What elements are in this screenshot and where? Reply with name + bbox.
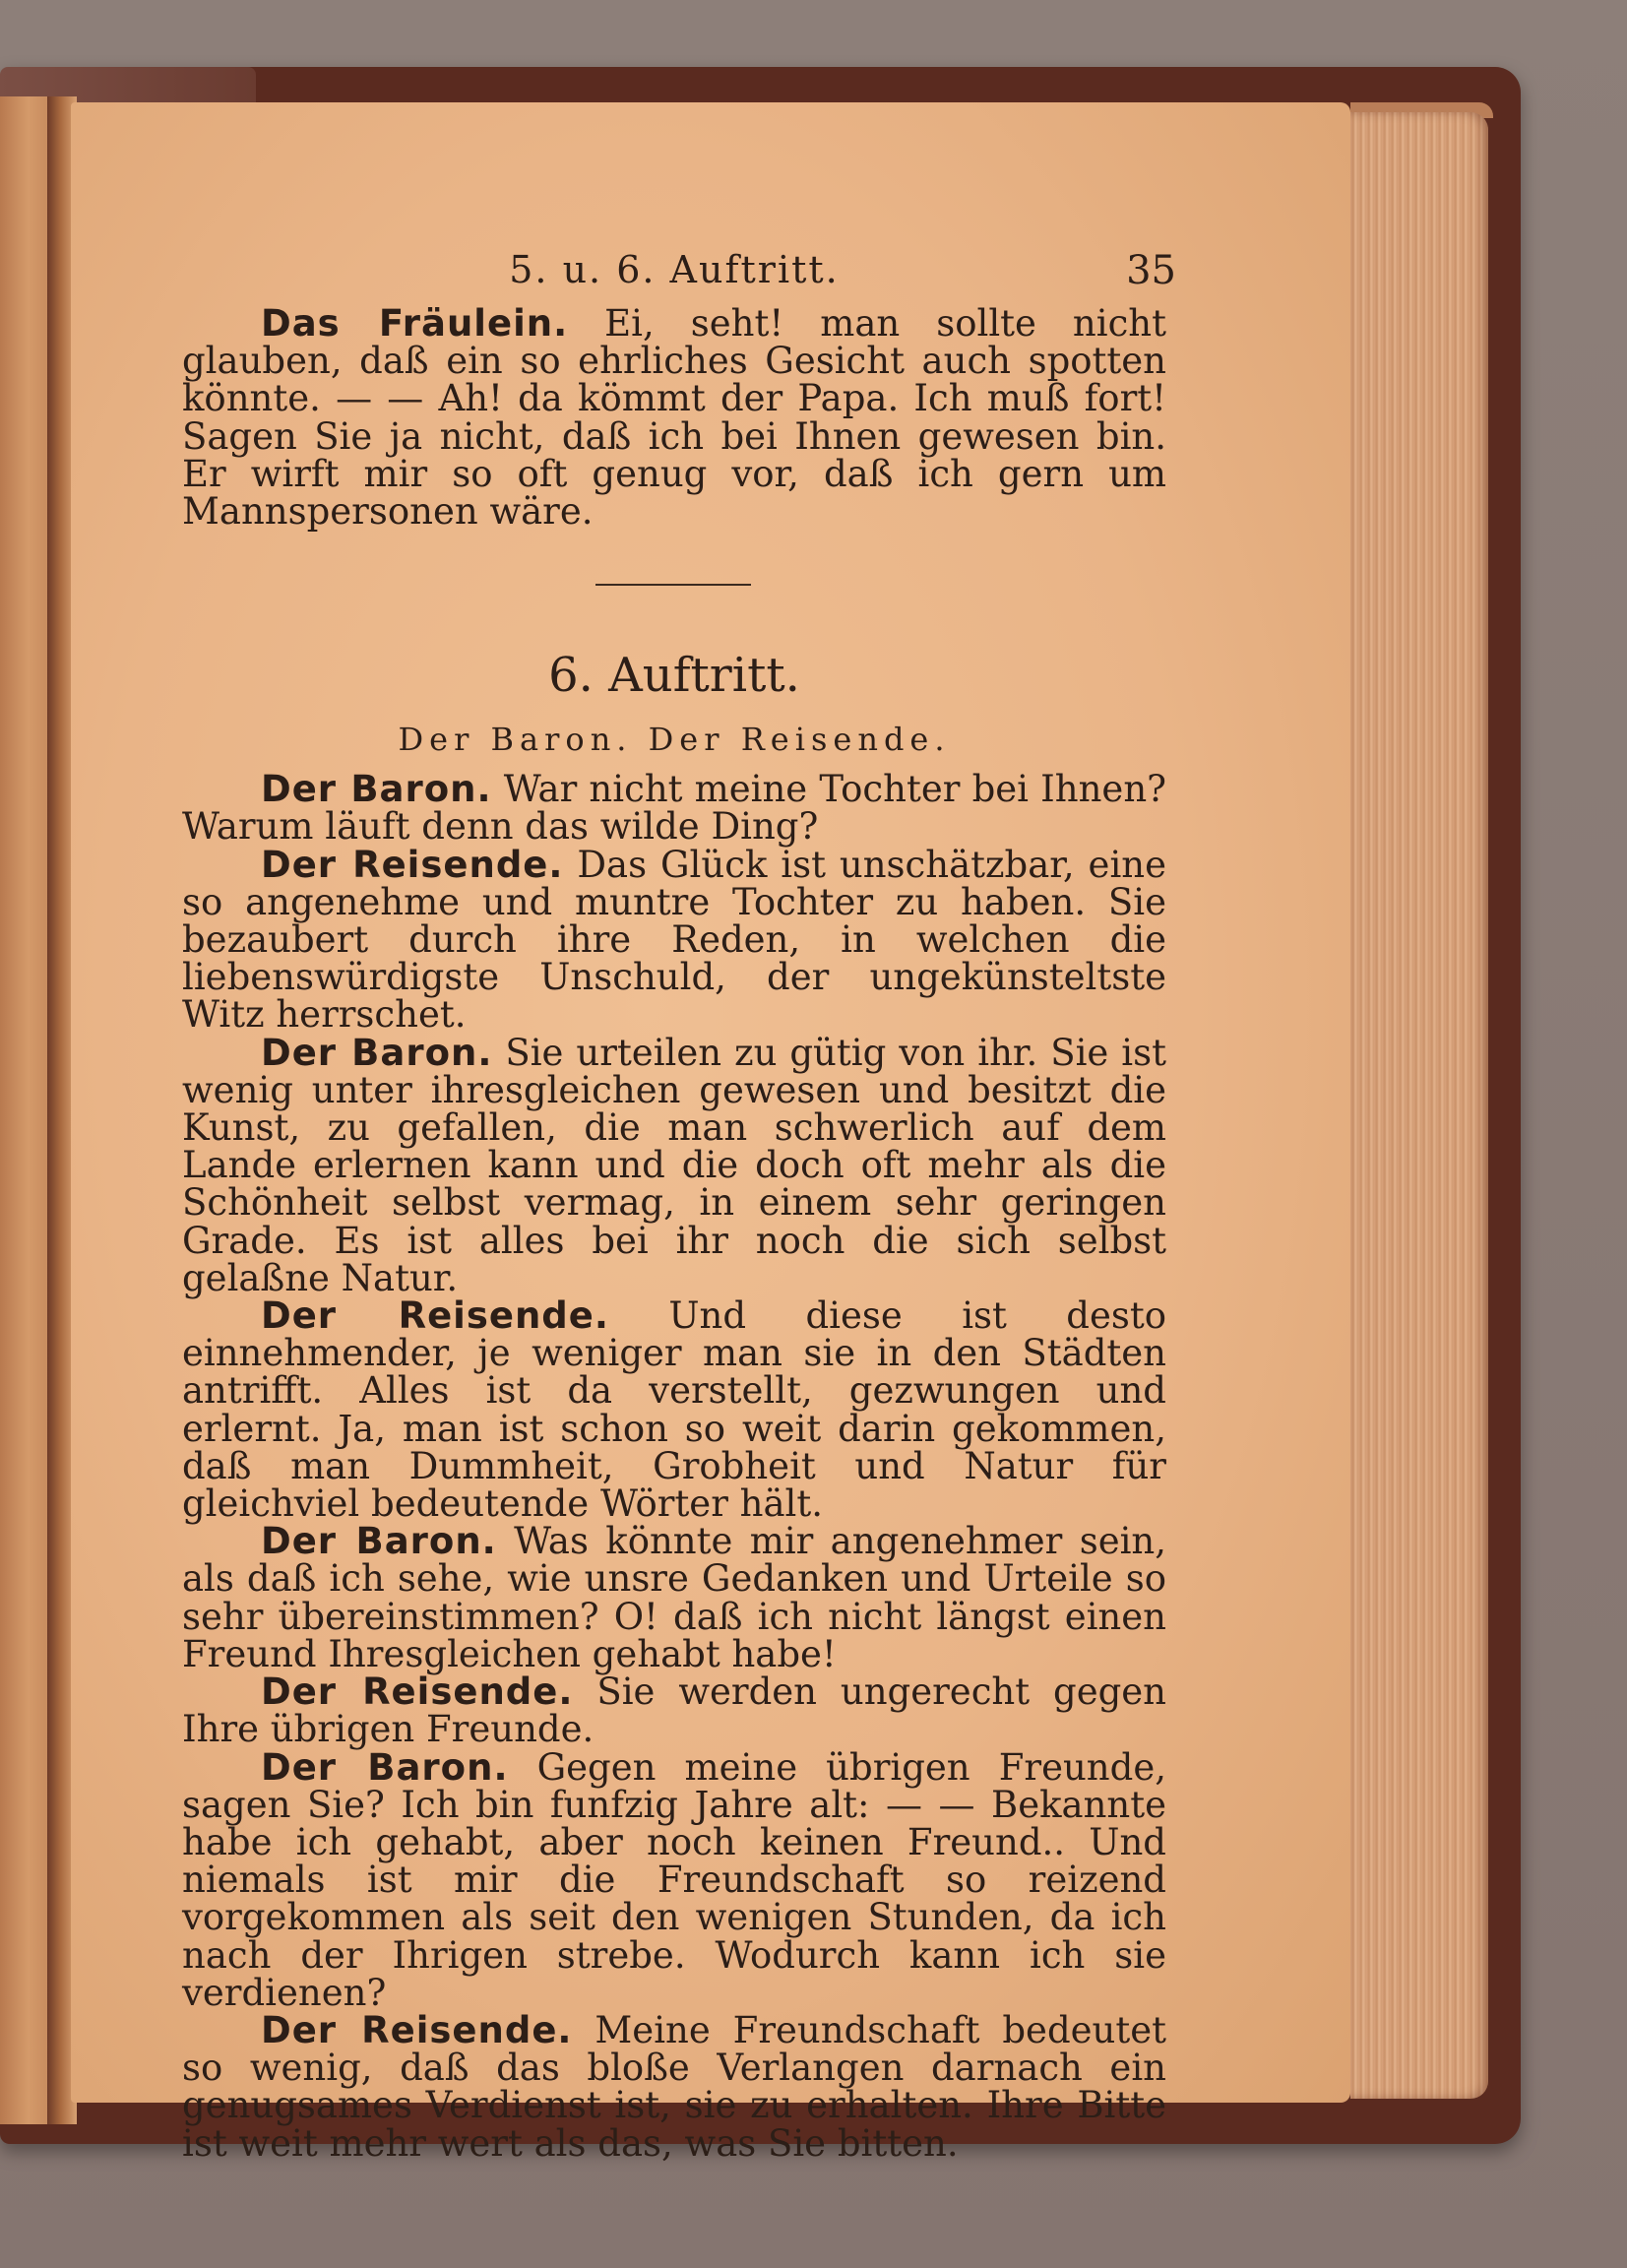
speaker-name: Der Baron. <box>261 1745 509 1789</box>
speaker-name: Der Reisende. <box>261 843 564 886</box>
speaker-name: Der Baron. <box>261 1520 497 1563</box>
speaker-name: Das Fräulein. <box>261 302 569 345</box>
paragraph <box>182 1031 1166 1299</box>
speaker-name: Der Reisende. <box>261 1294 609 1338</box>
paragraph <box>182 843 1167 1037</box>
paragraph <box>182 1745 1166 2014</box>
paragraph <box>182 1670 1167 1751</box>
paragraph <box>182 2008 1166 2165</box>
dialogue-text: Sie urteilen zu gütig von ihr. Sie ist wenig unter ihresgleichen gewesen und besitzt die Kunst, zu gefallen, die man schwerlich auf dem Lande erlernen kann und die doch oft mehr als die Schönheit selbst vermag, in einem sehr geringen Grade. Es ist alles bei ihr noch die sich selbst gelaßne Natur. <box>182 1031 1166 1299</box>
page-number: 35 <box>1126 248 1176 293</box>
dialogue-text: Und diese ist desto einnehmender, je weniger man sie in den Städten antrifft. Alles ist da verstellt, gezwungen und erlernt. Ja, man ist schon so weit darin gekommen, daß man Dummheit, Grobheit und Natur für gleichviel bedeutende Wörter hält. <box>182 1294 1167 1526</box>
running-head <box>182 246 1176 295</box>
divider-rule <box>595 584 751 586</box>
page-fore-edge <box>1350 112 1488 2099</box>
dialogue-text: Ei, seht! man sollte nicht glauben, daß ein so ehrliches Gesicht auch spotten könnte. — — Ah! da kömmt der Papa. Ich muß fort! Sagen Sie ja nicht, daß ich bei Ihnen gewesen bin. Er wirft mir so oft genug vor, daß ich gern um Mannspersonen wäre. <box>182 302 1167 534</box>
speaker-name: Der Baron. <box>261 1031 493 1074</box>
paragraph <box>182 768 1166 849</box>
speaker-name: Der Baron. <box>261 768 492 811</box>
body-text <box>182 302 1167 2165</box>
section-divider <box>182 531 1166 641</box>
scene-characters: Der Baron. Der Reisende. <box>398 721 951 759</box>
speaker-name: Der Reisende. <box>261 2008 573 2051</box>
dialogue-text: War nicht meine Tochter bei Ihnen? Warum läuft denn das wilde Ding? <box>182 768 1166 849</box>
dialogue-text: Meine Freundschaft bedeutet so wenig, daß das bloße Verlangen darnach ein genugsames Verdienst ist, sie zu erhalten. Ihre Bitte ist weit mehr wert als das, was Sie bitten. <box>182 2008 1166 2165</box>
paragraph <box>182 302 1167 534</box>
dialogue-text: Gegen meine übrigen Freunde, sagen Sie? Ich bin funfzig Jahre alt: — — Bekannte habe ich gehabt, aber noch keinen Freund.. Und niemals ist mir die Freundschaft so reizend vorgekommen als seit den wenigen Stunden, da ich nach der Ihrigen strebe. Wodurch kann ich sie verdienen? <box>182 1745 1166 2014</box>
running-title: 5. u. 6. Auftritt. <box>509 248 840 291</box>
left-page-edge <box>0 96 51 2124</box>
scene-heading: 6. Auftritt. <box>548 648 800 704</box>
dialogue-text: Sie werden ungerecht gegen Ihre übrigen Freunde. <box>182 1670 1167 1751</box>
dialogue-text: Was könnte mir angenehmer sein, als daß ich sehe, wie unsre Gedanken und Urteile so sehr übereinstimmen? O! daß ich nicht längst einen Freund Ihresgleichen gehabt habe! <box>182 1520 1167 1675</box>
dialogue-text: Das Glück ist unschätzbar, eine so angenehme und muntre Tochter zu haben. Sie bezaubert durch ihre Reden, in welchen die liebenswürdigste Unschuld, der ungekünsteltste Witz herrschet. <box>182 843 1167 1037</box>
paragraph <box>182 1520 1167 1675</box>
speaker-name: Der Reisende. <box>261 1670 574 1714</box>
paragraph <box>182 1294 1167 1526</box>
